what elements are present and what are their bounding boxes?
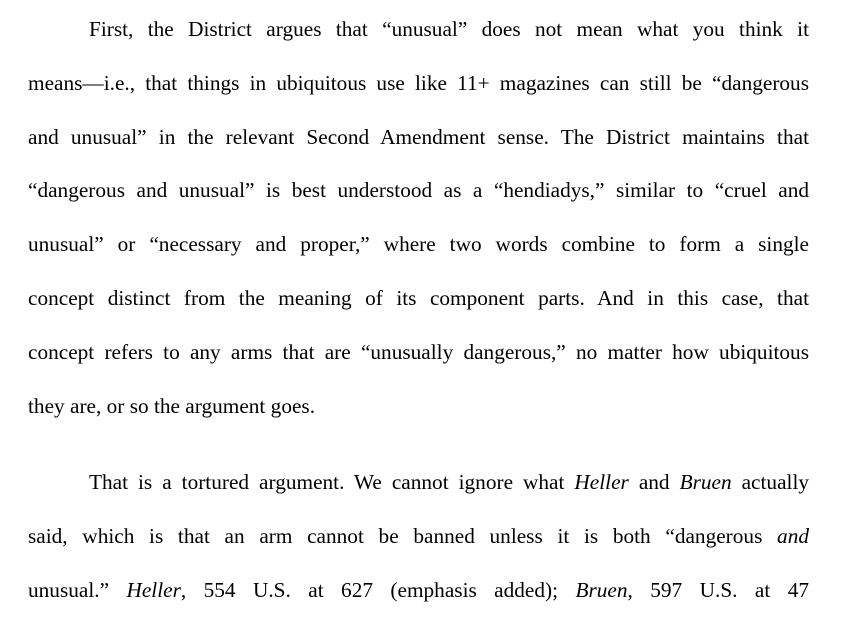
case-name-heller: Heller — [126, 577, 181, 602]
paragraph-2 — [28, 456, 809, 617]
text-segment: actually — [731, 470, 810, 495]
document-page — [28, 0, 809, 618]
emphasis-and: and — [777, 524, 809, 549]
paragraph-1 — [28, 3, 809, 433]
paragraph-1-line-6: concept distinct from the meaning of its component parts. And in this case, that — [28, 285, 809, 310]
paragraph-2-line-1 — [28, 456, 809, 510]
text-segment: and — [628, 470, 680, 495]
paragraph-1-line-3: and unusual” in the relevant Second Amendment sense. The District maintains that — [28, 124, 809, 149]
paragraph-2-line-3 — [28, 564, 809, 618]
text-segment: That is a tortured argument. We cannot ignore what — [89, 470, 575, 495]
case-name-bruen: Bruen — [575, 577, 628, 602]
paragraph-2-line-2 — [28, 510, 809, 564]
text-segment: said, which is that an arm cannot be banned unless it is both “dangerous — [28, 524, 778, 549]
text-segment: , 554 U.S. at 627 (emphasis added); — [180, 577, 576, 602]
paragraph-1-line-7: concept refers to any arms that are “unusually dangerous,” no matter how ubiquitous — [28, 339, 809, 364]
text-segment: unusual.” — [28, 577, 127, 602]
paragraph-1-line-1: First, the District argues that “unusual” does not mean what you think it — [89, 17, 809, 41]
paragraph-1-line-5: unusual” or “necessary and proper,” where two words combine to form a single — [28, 232, 809, 257]
text-segment: , 597 U.S. at 47 — [627, 577, 809, 602]
case-name-bruen: Bruen — [679, 470, 732, 495]
paragraph-1-line-2: means—i.e., that things in ubiquitous use like 11+ magazines can still be “dangerous — [28, 70, 809, 95]
case-name-heller: Heller — [574, 470, 629, 495]
paragraph-1-line-4: “dangerous and unusual” is best understood as a “hendiadys,” similar to “cruel and — [28, 178, 809, 203]
paragraph-1-line-8: they are, or so the argument goes. — [28, 393, 316, 418]
